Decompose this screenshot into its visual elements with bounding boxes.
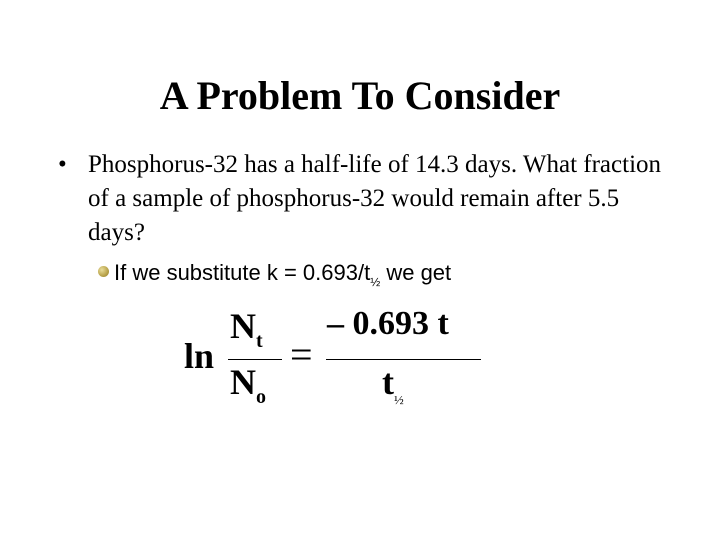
equation-numerator-right: – 0.693 t: [327, 305, 449, 342]
equation-denominator-left: [230, 361, 266, 409]
equation-equals: =: [290, 332, 313, 377]
bullet-item: [58, 148, 678, 250]
equation-numerator-left-base: N: [230, 306, 256, 346]
equation-numerator-left: [230, 305, 263, 353]
sub-bullet-prefix: If we substitute k = 0.693/t: [114, 260, 371, 285]
equation-denominator-right-sub: ½: [394, 392, 404, 407]
equation-denominator-right-base: t: [382, 362, 394, 402]
sub-bullet-subscript: ½: [370, 275, 381, 289]
sub-bullet-icon: [98, 266, 109, 277]
sub-bullet-suffix: we get: [380, 260, 452, 285]
equation-denominator-right: [382, 361, 404, 408]
slide-title: A Problem To Consider: [159, 73, 561, 118]
equation: [180, 305, 500, 425]
sub-bullet-item: [98, 258, 658, 297]
equation-denominator-left-base: N: [230, 362, 256, 402]
equation-fraction-bar-left: [228, 359, 282, 360]
equation-denominator-left-sub: o: [256, 386, 266, 408]
equation-ln: ln: [184, 336, 215, 376]
bullet-icon: •: [58, 151, 67, 178]
equation-fraction-bar-right: [326, 359, 481, 360]
bullet-text: Phosphorus-32 has a half-life of 14.3 days. What fraction of a sample of phosphorus-32 would remain after 5.5 days?: [88, 151, 662, 246]
equation-numerator-left-sub: t: [256, 330, 263, 352]
